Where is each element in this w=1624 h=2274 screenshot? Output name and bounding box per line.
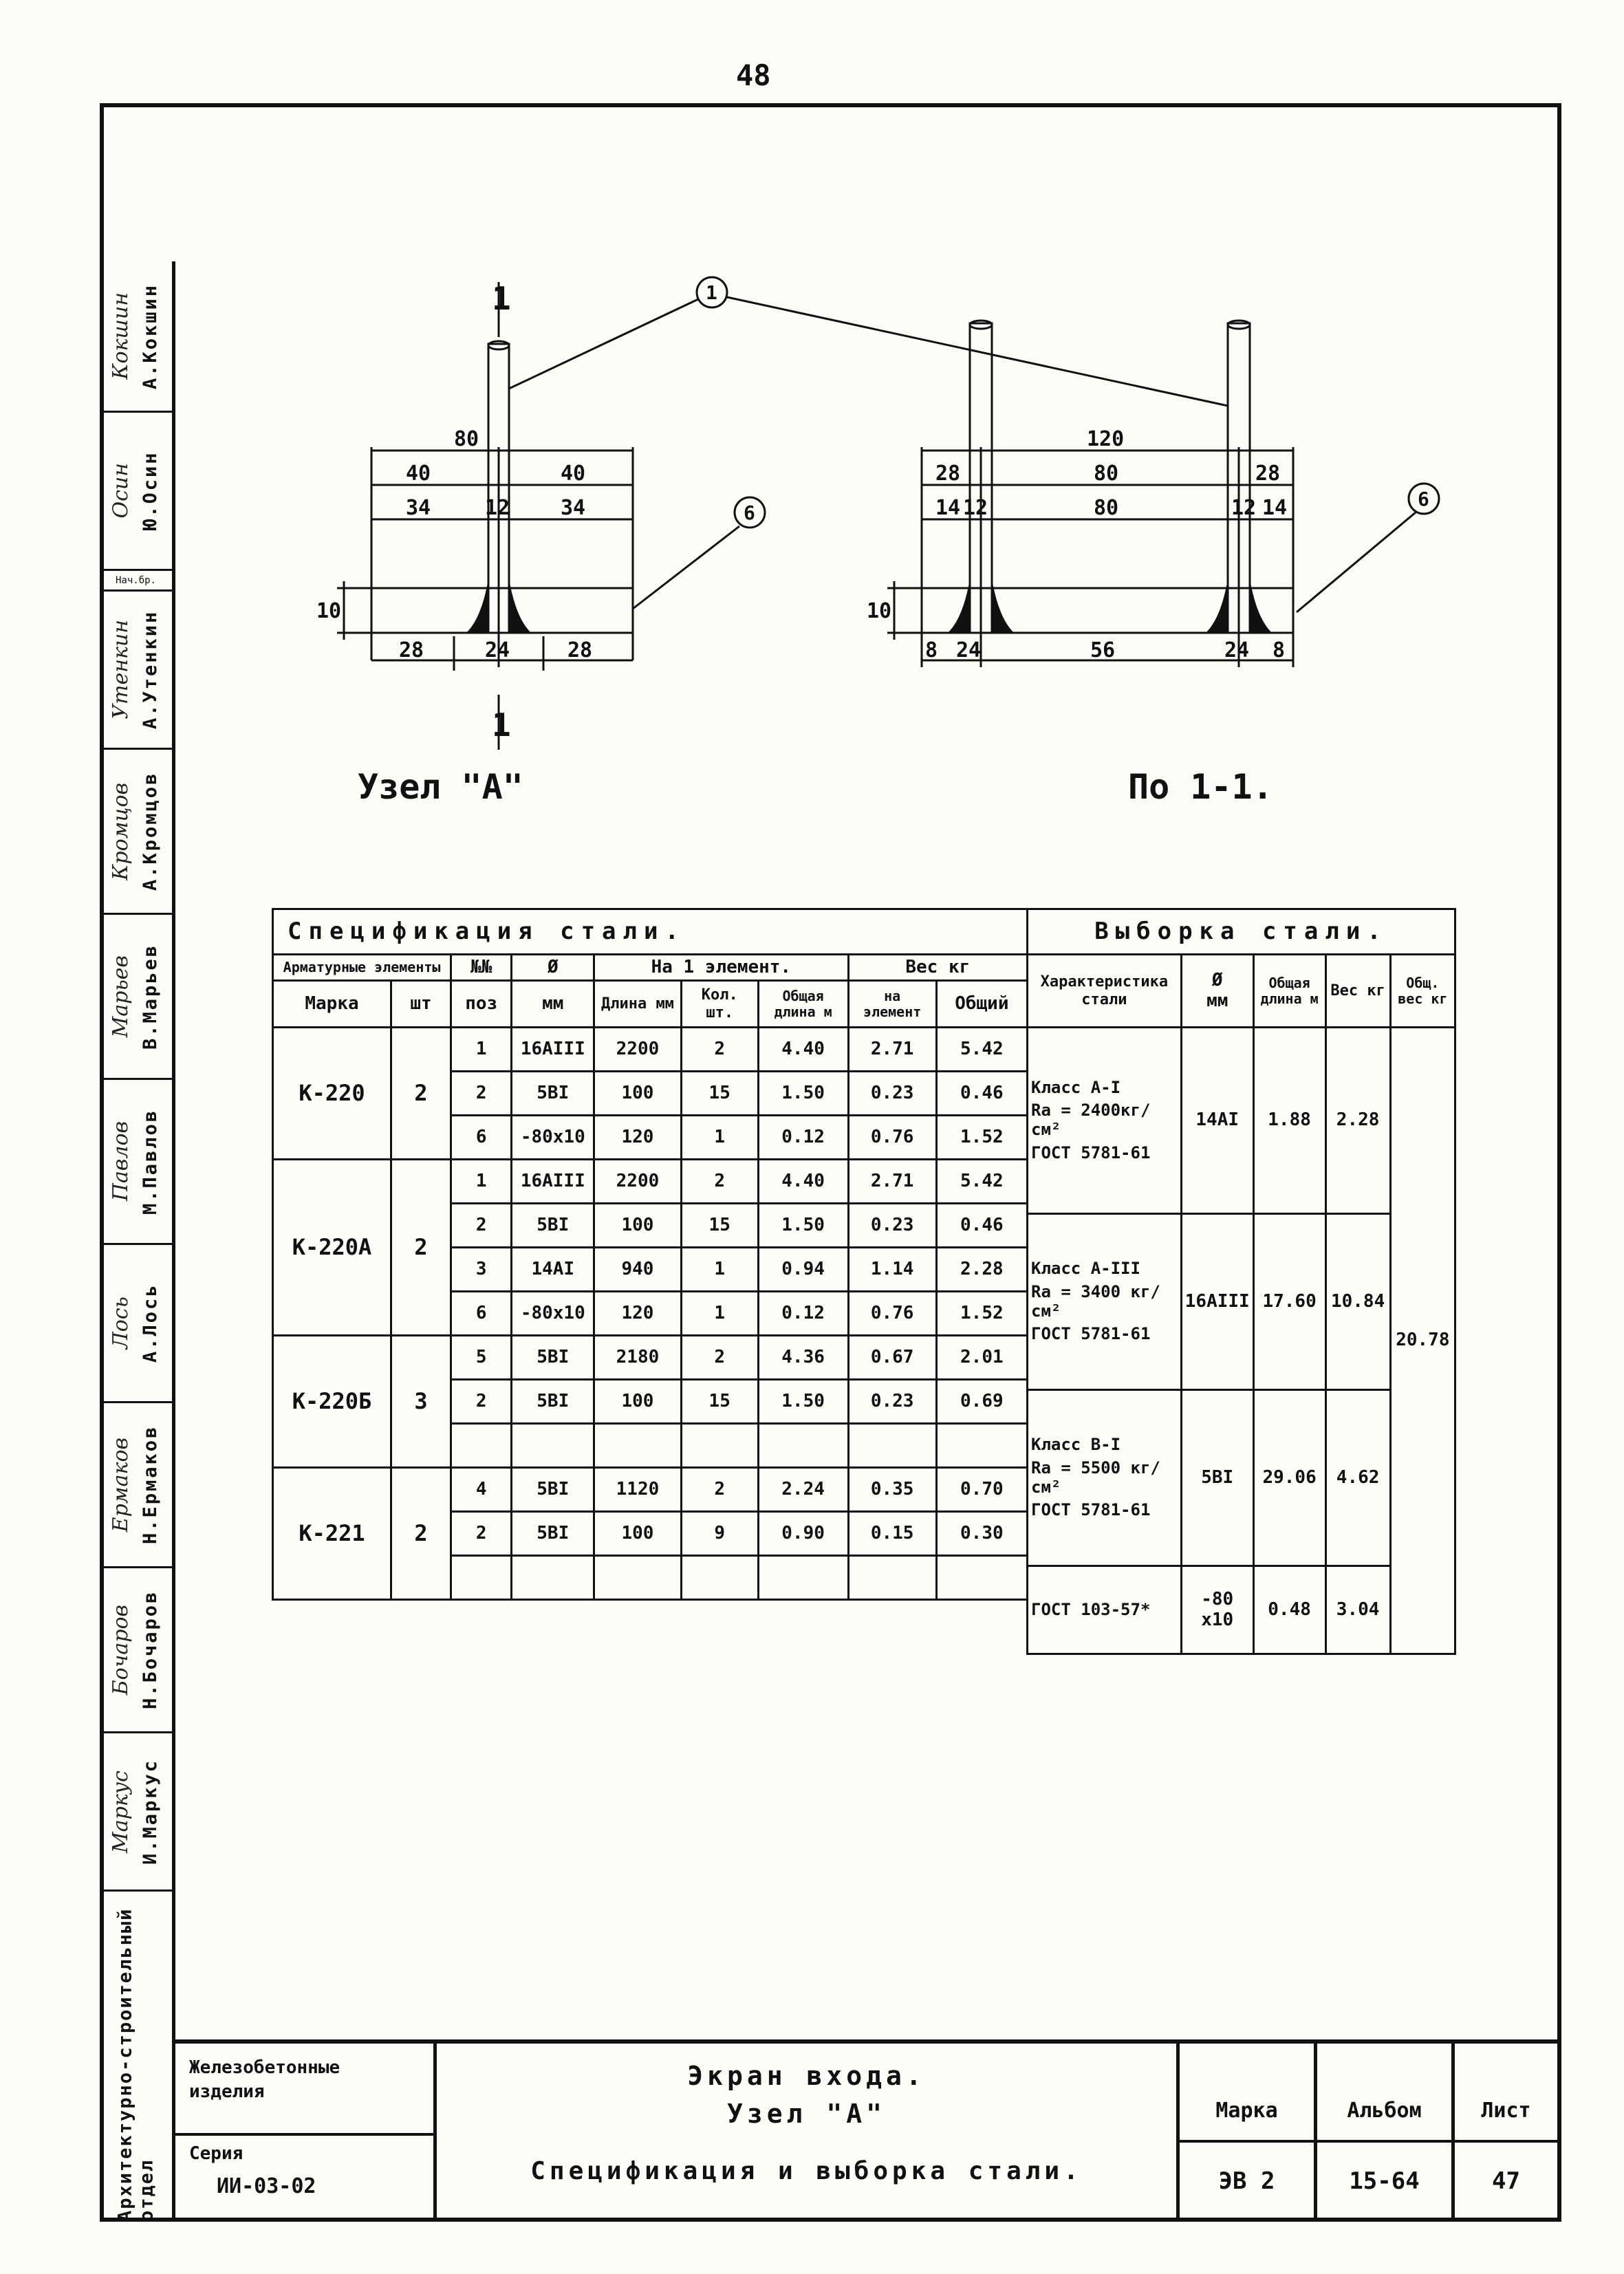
strip-cell (100, 1568, 172, 1733)
dim: 34 (406, 496, 431, 520)
spec-cell: 2 (681, 1160, 758, 1204)
spec-cell: 2 (681, 1028, 758, 1072)
dim: 12 (1231, 496, 1257, 520)
col-header: На 1 элемент. (594, 955, 848, 981)
album-value: 15-64 (1349, 2167, 1420, 2195)
spec-cell: 0.67 (848, 1336, 936, 1380)
spec-row (273, 1160, 1028, 1204)
spec-cell: 0.23 (848, 1380, 936, 1424)
dim: 10 (867, 599, 892, 623)
dim: 28 (567, 638, 593, 662)
spec-cell: 5ВI (512, 1468, 594, 1512)
element-mark: К-220 (273, 1028, 391, 1160)
characteristic-line: Rа = 5500 кг/см² (1031, 1458, 1160, 1497)
dim: 120 (1087, 427, 1125, 451)
dim: 28 (1255, 462, 1281, 486)
dim: 80 (1094, 462, 1119, 486)
col-header: Ø (512, 955, 594, 981)
approval-strip (100, 261, 175, 2222)
spec-cell: 1 (681, 1248, 758, 1292)
col-header: Общ. вес кг (1390, 955, 1455, 1028)
spec-cell: 0.69 (936, 1380, 1027, 1424)
spec-cell: 1.52 (936, 1116, 1027, 1160)
col-header: Общая длина м (758, 981, 848, 1028)
selection-length: 0.48 (1253, 1566, 1325, 1654)
strip-name: А.Лось (140, 1283, 161, 1363)
dim: 40 (561, 462, 586, 486)
series-label: Серия (189, 2143, 243, 2164)
signature: Утенкин (108, 620, 133, 719)
selection-diam: 16АIII (1181, 1214, 1253, 1390)
spec-cell: 0.23 (848, 1204, 936, 1248)
signature: Осин (108, 463, 133, 519)
selection-row (1028, 1028, 1455, 1214)
steel-characteristic (1028, 1028, 1182, 1214)
characteristic-line: ГОСТ 103-57* (1031, 1599, 1151, 1619)
steel-characteristic (1028, 1566, 1182, 1654)
selection-length: 29.06 (1253, 1390, 1325, 1566)
section-mark: 1 (492, 706, 511, 744)
spec-cell: 100 (594, 1512, 682, 1556)
dim: 28 (399, 638, 424, 662)
spec-cell: 2200 (594, 1160, 682, 1204)
col-header: Ø мм (1181, 955, 1253, 1028)
spec-cell: 0.46 (936, 1204, 1027, 1248)
spec-cell: 5.42 (936, 1028, 1027, 1072)
col-header: мм (512, 981, 594, 1028)
spec-row (273, 1028, 1028, 1072)
spec-cell: 16АIII (512, 1160, 594, 1204)
strip-header: Нач.бр. (115, 574, 156, 586)
dim: 8 (925, 638, 938, 662)
spec-cell: 2.71 (848, 1028, 936, 1072)
dim: 14 (1262, 496, 1288, 520)
spec-cell: 2180 (594, 1336, 682, 1380)
spec-cell: 2 (681, 1336, 758, 1380)
strip-cell (100, 592, 172, 750)
col-header: Характеристика стали (1028, 955, 1182, 1028)
dim: 80 (454, 427, 479, 451)
spec-cell (594, 1424, 682, 1468)
spec-cell (512, 1556, 594, 1600)
element-count: 2 (391, 1028, 451, 1160)
node-drawing (179, 255, 1472, 819)
spec-cell: 1.14 (848, 1248, 936, 1292)
spec-cell: 15 (681, 1204, 758, 1248)
total-weight: 20.78 (1390, 1028, 1455, 1654)
series-value: ИИ-03-02 (217, 2174, 316, 2198)
spec-cell: 5ВI (512, 1072, 594, 1116)
spec-cell: 0.76 (848, 1292, 936, 1336)
spec-cell (451, 1556, 512, 1600)
spec-cell: 4 (451, 1468, 512, 1512)
col-header: №№ (451, 955, 512, 981)
spec-cell: 1.52 (936, 1292, 1027, 1336)
selection-diam: 5ВI (1181, 1390, 1253, 1566)
spec-cell: 9 (681, 1512, 758, 1556)
spec-cell: 5.42 (936, 1160, 1027, 1204)
strip-name: И.Маркус (140, 1758, 161, 1865)
dim: 12 (963, 496, 988, 520)
steel-characteristic (1028, 1214, 1182, 1390)
spec-row (273, 1336, 1028, 1380)
element-count: 2 (391, 1468, 451, 1600)
spec-cell: 2 (451, 1512, 512, 1556)
signature: Бочаров (108, 1604, 133, 1696)
spec-cell: 940 (594, 1248, 682, 1292)
dim: 34 (561, 496, 586, 520)
strip-cell (100, 915, 172, 1080)
selection-length: 17.60 (1253, 1214, 1325, 1390)
dim: 40 (406, 462, 431, 486)
dim: 14 (935, 496, 961, 520)
dim: 56 (1090, 638, 1116, 662)
characteristic-line: Класс В-I (1031, 1435, 1121, 1455)
dim: 12 (485, 496, 510, 520)
col-header: Вес кг (1325, 955, 1390, 1028)
spec-cell: 1.50 (758, 1204, 848, 1248)
spec-cell: 0.12 (758, 1116, 848, 1160)
spec-cell: 2.24 (758, 1468, 848, 1512)
col-header: Марка (273, 981, 391, 1028)
characteristic-line: Класс А-I (1031, 1077, 1121, 1097)
spec-cell: 0.23 (848, 1072, 936, 1116)
signature: Марьев (108, 955, 133, 1038)
sheet-value: 47 (1492, 2167, 1520, 2195)
col-header: Кол. шт. (681, 981, 758, 1028)
title-cell (437, 2044, 1180, 2222)
callout-number: 6 (1418, 488, 1429, 510)
org-line: Железобетонные (189, 2057, 340, 2078)
spec-cell: 100 (594, 1380, 682, 1424)
spec-cell (512, 1424, 594, 1468)
spec-cell (758, 1556, 848, 1600)
callout-number: 6 (744, 501, 755, 524)
marka-cell (1180, 2044, 1317, 2222)
spec-cell: 1 (451, 1160, 512, 1204)
spec-cell: -80х10 (512, 1292, 594, 1336)
spec-cell: 0.46 (936, 1072, 1027, 1116)
spec-cell: 6 (451, 1116, 512, 1160)
selection-table (1026, 908, 1456, 1655)
characteristic-line: Rа = 2400кг/см² (1031, 1101, 1151, 1139)
spec-cell: 6 (451, 1292, 512, 1336)
steel-characteristic (1028, 1390, 1182, 1566)
spec-cell: 0.70 (936, 1468, 1027, 1512)
spec-cell (451, 1424, 512, 1468)
selection-length: 1.88 (1253, 1028, 1325, 1214)
characteristic-line: ГОСТ 5781-61 (1031, 1500, 1151, 1520)
album-cell (1317, 2044, 1455, 2222)
spec-cell: 0.76 (848, 1116, 936, 1160)
spec-cell: 120 (594, 1116, 682, 1160)
spec-cell: 5ВI (512, 1204, 594, 1248)
album-label: Альбом (1347, 2099, 1422, 2123)
strip-name: В.Марьев (140, 943, 161, 1050)
strip-cell (100, 1403, 172, 1568)
spec-cell: 2.28 (936, 1248, 1027, 1292)
strip-cell (100, 1080, 172, 1245)
org-cell (175, 2044, 437, 2222)
department-label: Архитектурно-строительный отдел (114, 1907, 158, 2222)
dim: 24 (1224, 638, 1250, 662)
strip-cell (100, 413, 172, 571)
dim: 24 (485, 638, 510, 662)
signature: Маркус (108, 1770, 133, 1853)
element-count: 3 (391, 1336, 451, 1468)
section-title: По 1-1. (1128, 767, 1273, 807)
signature: Ермаков (108, 1437, 133, 1533)
spec-cell: 5ВI (512, 1380, 594, 1424)
right-section (887, 321, 1293, 667)
dim: 10 (316, 599, 342, 623)
spec-cell: 4.40 (758, 1028, 848, 1072)
spec-cell: 3 (451, 1248, 512, 1292)
spec-cell: 2200 (594, 1028, 682, 1072)
spec-cell: 15 (681, 1072, 758, 1116)
spec-table (272, 908, 1028, 1601)
dim: 80 (1094, 496, 1119, 520)
col-header: Общая длина м (1253, 955, 1325, 1028)
spec-cell: 0.94 (758, 1248, 848, 1292)
spec-cell: 1120 (594, 1468, 682, 1512)
col-header: Вес кг (848, 955, 1027, 981)
spec-cell: 2 (451, 1072, 512, 1116)
marka-label: Марка (1215, 2099, 1278, 2123)
strip-name: М.Павлов (140, 1108, 161, 1215)
spec-cell: 100 (594, 1072, 682, 1116)
spec-cell: 1.50 (758, 1072, 848, 1116)
strip-cell (100, 1733, 172, 1892)
spec-cell: 1 (681, 1292, 758, 1336)
spec-cell (848, 1556, 936, 1600)
spec-cell: 15 (681, 1380, 758, 1424)
spec-cell: 14АI (512, 1248, 594, 1292)
strip-cell (100, 1245, 172, 1403)
marka-value: ЭВ 2 (1218, 2167, 1275, 2195)
characteristic-line: ГОСТ 5781-61 (1031, 1324, 1151, 1344)
strip-name: А.Кромцов (140, 771, 161, 891)
strip-name: Н.Бочаров (140, 1590, 161, 1710)
selection-weight: 10.84 (1325, 1214, 1390, 1390)
spec-cell: 2 (451, 1380, 512, 1424)
spec-cell (681, 1424, 758, 1468)
spec-cell: 16АIII (512, 1028, 594, 1072)
spec-cell: 0.30 (936, 1512, 1027, 1556)
spec-cell: 5ВI (512, 1512, 594, 1556)
spec-cell: 2.71 (848, 1160, 936, 1204)
spec-cell (681, 1556, 758, 1600)
spec-cell (936, 1556, 1027, 1600)
selection-diam: -80 х10 (1181, 1566, 1253, 1654)
title-line: Узел "А" (726, 2099, 887, 2129)
element-mark: К-220А (273, 1160, 391, 1336)
strip-cell (100, 1892, 172, 2222)
dim: 24 (956, 638, 982, 662)
tables-area (272, 908, 1458, 1655)
title-line: Экран входа. (687, 2061, 926, 2091)
sheet-label: Лист (1481, 2099, 1531, 2123)
title-block (175, 2039, 1561, 2222)
col-header: на элемент (848, 981, 936, 1028)
title-line: Спецификация и выборка стали. (530, 2157, 1083, 2185)
element-count: 2 (391, 1160, 451, 1336)
spec-cell: 1 (451, 1028, 512, 1072)
spec-cell: 2 (451, 1204, 512, 1248)
callout-number: 1 (706, 281, 717, 304)
spec-cell: 0.90 (758, 1512, 848, 1556)
spec-cell: 4.40 (758, 1160, 848, 1204)
characteristic-line: Rа = 3400 кг/см² (1031, 1281, 1160, 1321)
selection-diam: 14АI (1181, 1028, 1253, 1214)
page-number: 48 (736, 58, 771, 92)
signature: Павлов (108, 1121, 133, 1202)
org-line: изделия (189, 2081, 265, 2102)
selection-weight: 3.04 (1325, 1566, 1390, 1654)
spec-cell: 120 (594, 1292, 682, 1336)
spec-cell: 0.15 (848, 1512, 936, 1556)
spec-cell: 2.01 (936, 1336, 1027, 1380)
selection-weight: 2.28 (1325, 1028, 1390, 1214)
dim: 28 (935, 462, 961, 486)
strip-cell (100, 571, 172, 592)
strip-name: А.Утенкин (140, 609, 161, 730)
characteristic-line: Класс А-III (1031, 1259, 1140, 1279)
spec-cell (848, 1424, 936, 1468)
col-header: шт (391, 981, 451, 1028)
spec-cell: 0.35 (848, 1468, 936, 1512)
spec-cell (758, 1424, 848, 1468)
spec-row (273, 1468, 1028, 1512)
spec-cell: 4.36 (758, 1336, 848, 1380)
selection-title: Выборка стали. (1028, 909, 1455, 955)
spec-cell: -80х10 (512, 1116, 594, 1160)
strip-name: Ю.Осин (140, 451, 161, 531)
section-mark: 1 (492, 280, 511, 317)
strip-cell (100, 261, 172, 413)
spec-title: Спецификация стали. (273, 909, 1028, 955)
node-title: Узел "А" (358, 767, 523, 807)
selection-weight: 4.62 (1325, 1390, 1390, 1566)
spec-cell: 0.12 (758, 1292, 848, 1336)
spec-cell: 1.50 (758, 1380, 848, 1424)
strip-name: Н.Ермаков (140, 1425, 161, 1545)
spec-cell: 5 (451, 1336, 512, 1380)
dim: 8 (1273, 638, 1286, 662)
signature: Кокшин (108, 292, 133, 380)
element-mark: К-220Б (273, 1336, 391, 1468)
col-header: Арматурные элементы (273, 955, 451, 981)
characteristic-line: ГОСТ 5781-61 (1031, 1143, 1151, 1162)
col-header: поз (451, 981, 512, 1028)
spec-cell: 2 (681, 1468, 758, 1512)
col-header: Длина мм (594, 981, 682, 1028)
strip-name: А.Кокшин (140, 283, 161, 389)
strip-cell (100, 750, 172, 915)
spec-cell (936, 1424, 1027, 1468)
spec-cell: 5ВI (512, 1336, 594, 1380)
spec-cell (594, 1556, 682, 1600)
col-header: Общий (936, 981, 1027, 1028)
element-mark: К-221 (273, 1468, 391, 1600)
spec-cell: 1 (681, 1116, 758, 1160)
spec-cell: 100 (594, 1204, 682, 1248)
sheet-cell (1455, 2044, 1557, 2222)
signature: Лось (108, 1297, 133, 1350)
signature: Кромцов (108, 782, 133, 880)
